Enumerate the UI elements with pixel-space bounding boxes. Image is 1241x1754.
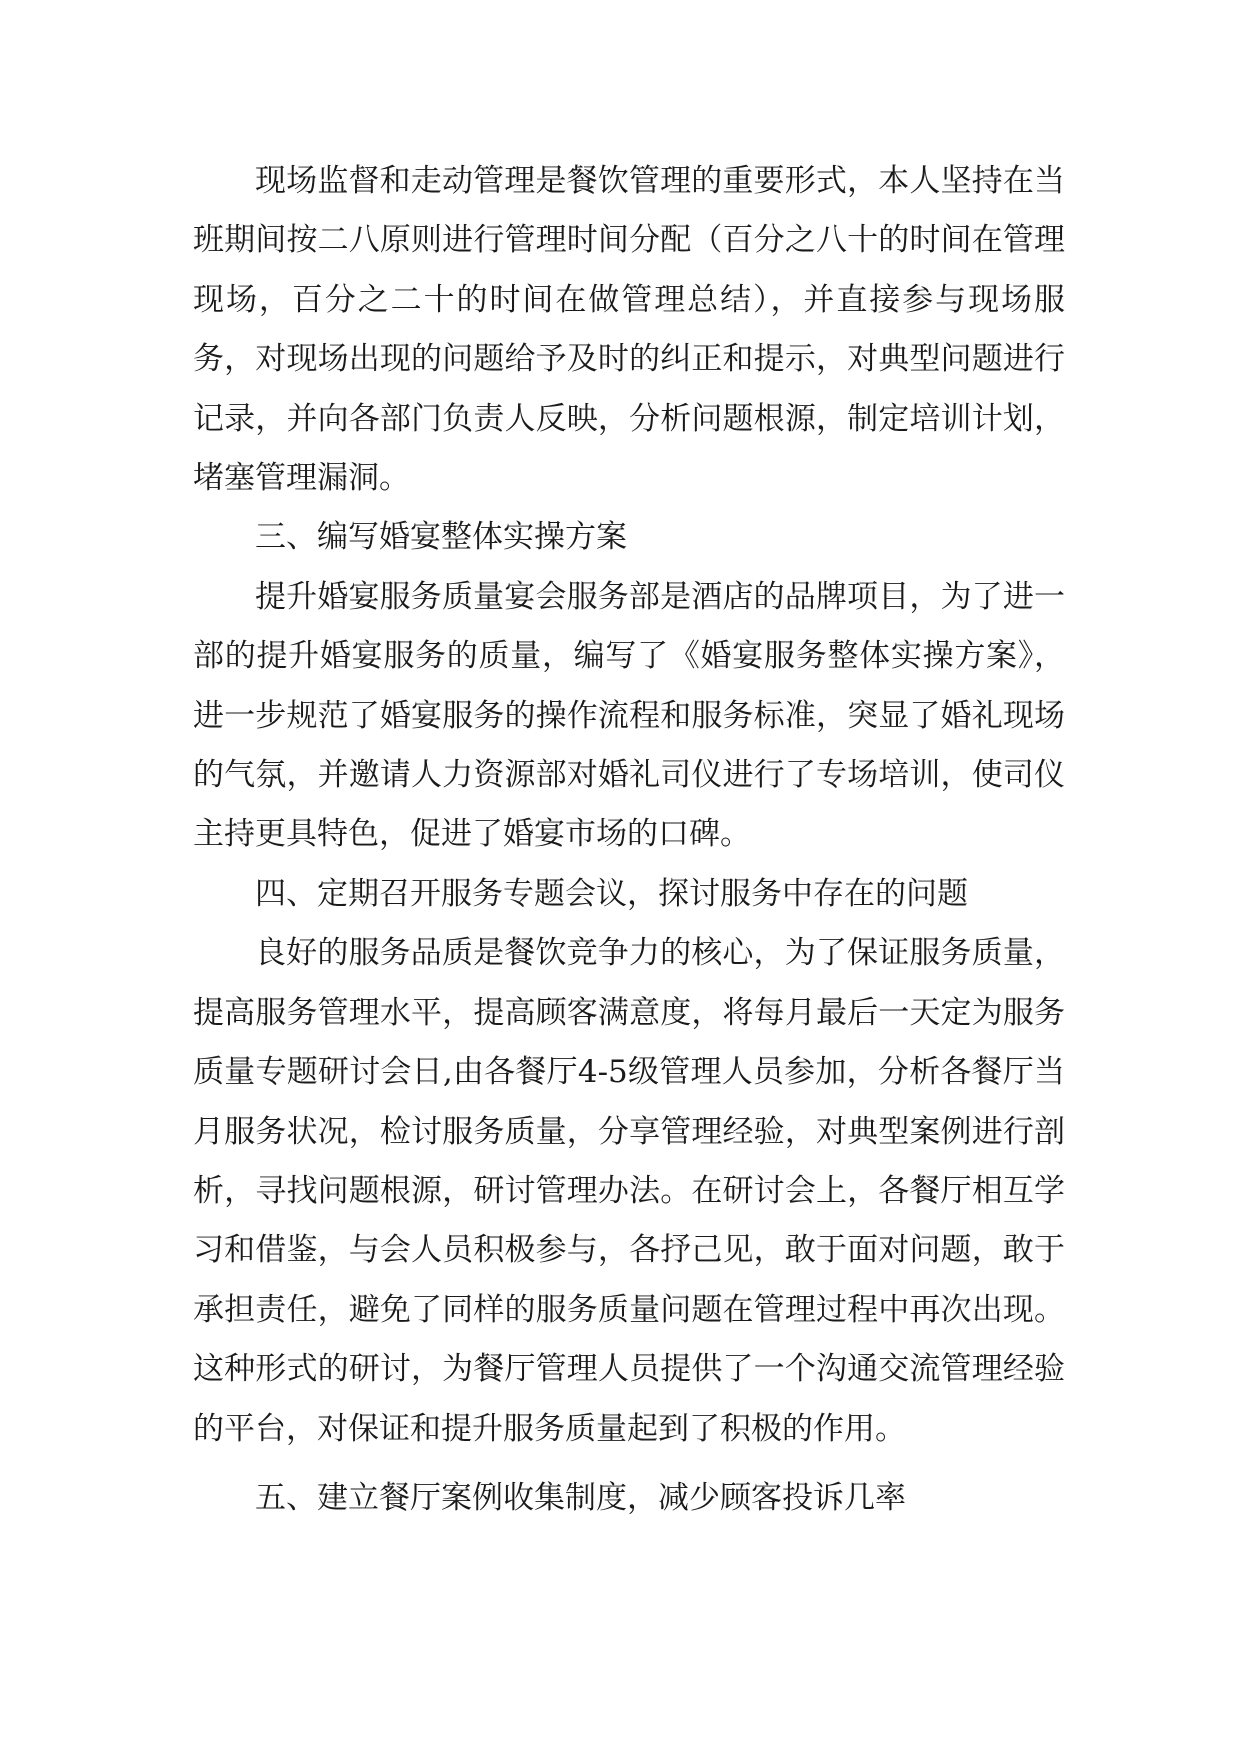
document-page [193,152,1065,1528]
paragraph-service-meetings: 良好的服务品质是餐饮竞争力的核心，为了保证服务质量，提高服务管理水平，提高顾客满意度，将每月最后一天定为服务质量专题研讨会日,由各餐厅4-5级管理人员参加，分析各餐厅当月服务状况，检讨服务质量，分享管理经验，对典型案例进行剖析，寻找问题根源，研讨管理办法。在研讨会上，各餐厅相互学习和借鉴，与会人员积极参与，各抒己见，敢于面对问题，敢于承担责任，避免了同样的服务质量问题在管理过程中再次出现。这种形式的研讨，为餐厅管理人员提供了一个沟通交流管理经验的平台，对保证和提升服务质量起到了积极的作用。 [193,935,1065,1447]
paragraph-field-supervision: 现场监督和走动管理是餐饮管理的重要形式，本人坚持在当班期间按二八原则进行管理时间分配（百分之八十的时间在管理现场，百分之二十的时间在做管理总结），并直接参与现场服务，对现场出现的问题给予及时的纠正和提示，对典型问题进行记录，并向各部门负责人反映，分析问题根源，制定培训计划，堵塞管理漏洞。 [193,163,1065,497]
heading-section-3: 三、编写婚宴整体实操方案 [255,519,627,556]
paragraph-wedding-banquet: 提升婚宴服务质量宴会服务部是酒店的品牌项目，为了进一部的提升婚宴服务的质量，编写了《婚宴服务整体实操方案》，进一步规范了婚宴服务的操作流程和服务标准，突显了婚礼现场的气氛，并邀请人力资源部对婚礼司仪进行了专场培训，使司仪主持更具特色，促进了婚宴市场的口碑。 [193,578,1065,853]
heading-section-5: 五、建立餐厅案例收集制度，减少顾客投诉几率 [255,1479,906,1516]
heading-section-4: 四、定期召开服务专题会议，探讨服务中存在的问题 [255,875,968,912]
